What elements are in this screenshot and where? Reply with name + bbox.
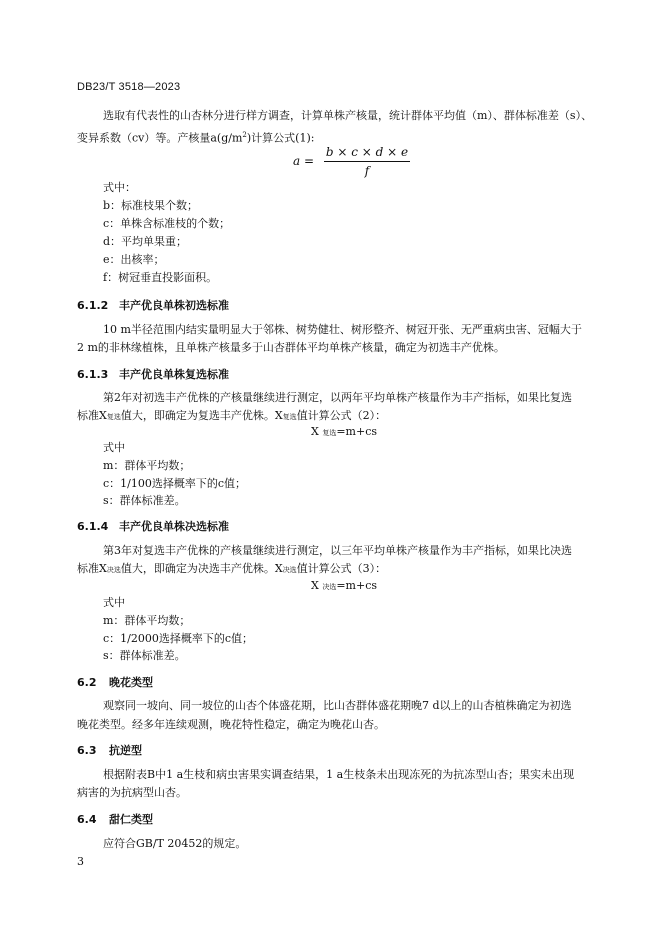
where-item: d：平均单果重； [103, 235, 188, 248]
formula-lhs: a = [293, 154, 315, 168]
formula-3: X 决选=m+cs [311, 579, 377, 592]
document-id: DB23/T 3518—2023 [77, 81, 181, 93]
where-item: c：1/100选择概率下的c值； [103, 477, 247, 490]
where-label: 式中： [103, 181, 136, 194]
where-item: e：出核率； [103, 253, 165, 266]
section-heading-6-3: 6.3 抗逆型 [77, 744, 142, 757]
s64-line-1: 应符合GB/T 20452的规定。 [103, 837, 247, 850]
where-item: c：1/2000选择概率下的c值； [103, 632, 254, 645]
where-item: m：群体平均数； [103, 614, 191, 627]
formula-2: X 复选=m+cs [311, 425, 377, 438]
intro-line-1: 选取有代表性的山杏林分进行样方调查，计算单株产核量，统计群体平均值（m）、群体标准差（s）、 [103, 109, 593, 122]
s63-line-1: 根据附表B中1 a生枝和病虫害果实调查结果，1 a生枝条未出现冻死的为抗冻型山杏；果实未出现 [103, 768, 575, 781]
section-heading-6-2: 6.2 晚花类型 [77, 676, 153, 689]
where-item: s：群体标准差。 [103, 494, 186, 507]
section-heading-6-1-2: 6.1.2 丰产优良单株初选标准 [77, 299, 229, 312]
s612-line-2: 2 m的非林缘植株，且单株产核量多于山杏群体平均单株产核量，确定为初选丰产优株。 [77, 341, 505, 354]
where-item: b：标准枝果个数； [103, 199, 199, 212]
where-item: m：群体平均数； [103, 459, 191, 472]
where-item: s：群体标准差。 [103, 649, 186, 662]
formula-1 [293, 145, 410, 178]
section-heading-6-1-3: 6.1.3 丰产优良单株复选标准 [77, 368, 229, 381]
page-number: 3 [77, 855, 84, 868]
where-item: c：单株含标准枝的个数； [103, 217, 231, 230]
s612-line-1: 10 m半径范围内结实量明显大于邻株、树势健壮、树形整齐、树冠开张、无严重病虫害、冠幅大于 [103, 323, 582, 336]
section-heading-6-4: 6.4 甜仁类型 [77, 813, 153, 826]
s614-line-1: 第3年对复选丰产优株的产核量继续进行测定，以三年平均单株产核量作为丰产指标，如果比决选 [103, 544, 572, 557]
formula-fraction [324, 145, 410, 178]
s613-line-1: 第2年对初选丰产优株的产核量继续进行测定，以两年平均单株产核量作为丰产指标，如果比复选 [103, 391, 572, 404]
s614-line-2: 标准X决选值大，即确定为决选丰产优株。X决选值计算公式（3）： [77, 562, 387, 575]
section-heading-6-1-4: 6.1.4 丰产优良单株决选标准 [77, 520, 229, 533]
s62-line-2: 晚花类型。经多年连续观测，晚花特性稳定，确定为晚花山杏。 [77, 718, 385, 731]
s613-line-2: 标准X复选值大，即确定为复选丰产优株。X复选值计算公式（2）： [77, 409, 387, 422]
where-label: 式中 [103, 596, 125, 609]
formula-denominator: f [364, 164, 370, 178]
intro-line-2: 变异系数（cv）等。产核量$a(g/m^2)$计算公式(1): [77, 131, 315, 145]
formula-numerator: b × c × d × e [324, 145, 410, 162]
where-item: f：树冠垂直投影面积。 [103, 271, 218, 284]
where-label: 式中 [103, 441, 125, 454]
s62-line-1: 观察同一坡向、同一坡位的山杏个体盛花期，比山杏群体盛花期晚7 d以上的山杏植株确定为初选 [103, 699, 572, 712]
s63-line-2: 病害的为抗病型山杏。 [77, 786, 187, 799]
